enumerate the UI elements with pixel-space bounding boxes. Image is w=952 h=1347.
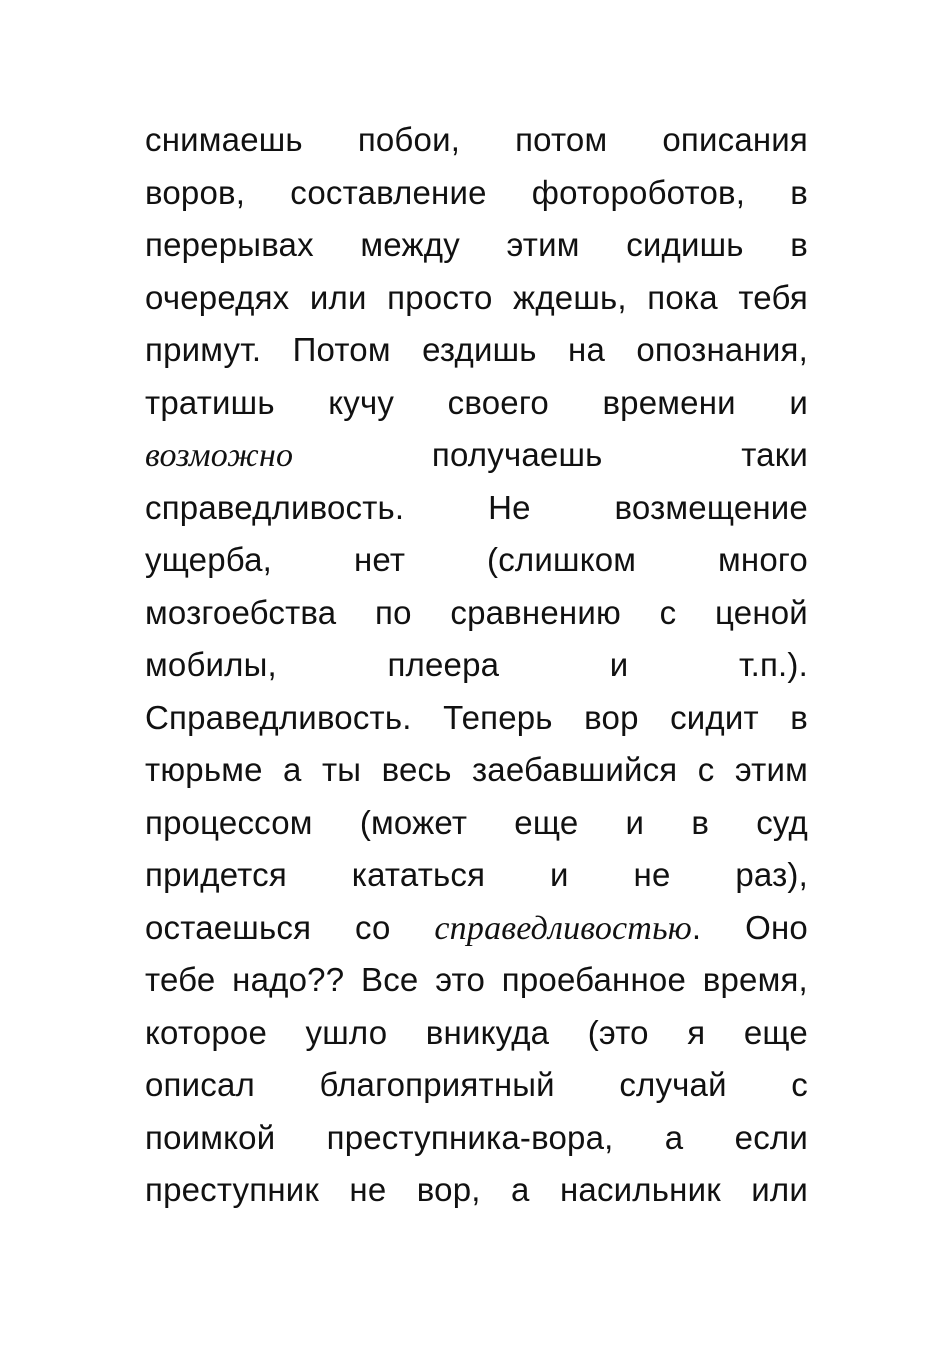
italic-word: справедливостью [434,909,692,947]
text-line [145,167,808,220]
word: благоприятный [319,1066,555,1103]
word: в [790,173,808,211]
word: и [789,383,808,421]
word: раз), [735,856,808,893]
word: перерывах [145,226,314,263]
word: фотороботов, [531,173,746,211]
word: и [550,856,569,893]
word: остаешься [145,908,312,946]
word: преступника-вора, [326,1118,614,1156]
word: насильник [559,1171,721,1208]
word: кучу [328,383,395,421]
word: Оно [745,908,808,946]
word: ждешь, [513,278,627,316]
word: еще [743,1013,808,1051]
word: нет [353,541,406,578]
word: (это [587,1013,649,1051]
word: преступник [145,1171,320,1208]
word: я [687,1013,706,1051]
word: и [609,646,629,683]
word: этим [506,226,580,263]
word: очередях [145,278,290,316]
word: побои, [357,121,461,158]
word: составление [290,173,487,211]
text-line [145,272,808,325]
word: или [309,278,367,316]
word: таки [741,436,808,473]
word: вор [584,698,639,736]
word: или [751,1171,808,1208]
word: просто [387,278,493,316]
word: (слишком [487,541,637,578]
word: придется [145,856,287,893]
word: этим [734,751,808,788]
text-line [145,1007,808,1060]
word: Справедливость. [145,698,412,736]
word: вникуда [425,1013,550,1051]
word: с [659,593,677,631]
word: опознания, [636,331,808,368]
word: ценой [715,593,808,631]
text-line [145,587,808,640]
word: вор, [416,1171,481,1208]
word: сидишь [626,226,744,263]
word: это [435,961,486,998]
word: время, [702,961,808,998]
word: т.п.). [738,646,808,683]
word: примут. [145,331,262,368]
word: если [734,1118,808,1156]
word: а [511,1171,530,1208]
word: а [283,751,302,788]
word: получаешь [431,436,603,473]
text-line [145,1112,808,1165]
word: своего [447,383,549,421]
word: тратишь [145,383,275,421]
text-line [145,482,808,535]
word: еще [514,803,579,841]
word: между [360,226,460,263]
word: тюрьме [145,751,263,788]
word: в [790,226,808,263]
text-line [145,219,808,272]
word: с [697,751,715,788]
word: не [349,1171,387,1208]
word: на [568,331,605,368]
word: с [791,1066,808,1103]
word: не [633,856,671,893]
word: а [664,1118,684,1156]
word: проебанное [501,961,687,998]
word: пока [647,278,718,316]
word: в [790,698,808,736]
punctuation: . [691,908,702,946]
word: надо?? [232,961,345,998]
word: много [718,541,808,578]
word: возмещение [614,488,808,526]
word: Все [361,961,419,998]
text-line [145,377,808,430]
word: случай [619,1066,727,1103]
word: сидит [670,698,759,736]
word: (может [359,803,468,841]
word: Потом [292,331,391,368]
word: по [375,593,412,631]
word: кататься [351,856,486,893]
text-line [145,797,808,850]
word: в [691,803,710,841]
word: тебя [738,278,808,316]
text-line [145,534,808,587]
word: потом [515,121,608,158]
word: Теперь [443,698,553,736]
text-line [145,429,808,482]
word: описания [662,121,808,158]
word: которое [145,1013,267,1051]
word: ущерба, [145,541,273,578]
text-line [145,849,808,902]
word: плеера [387,646,500,683]
text-line [145,1164,808,1217]
body-text [145,114,808,1217]
text-line [145,954,808,1007]
word [145,429,293,483]
word: снимаешь [145,121,303,158]
word: весь [381,751,452,788]
word: мобилы, [145,646,277,683]
word: процессом [145,803,313,841]
text-line [145,902,808,955]
word: сравнению [450,593,621,631]
word: описал [145,1066,255,1103]
text-line [145,324,808,377]
word: Не [488,488,531,526]
word: времени [602,383,736,421]
word: мозгоебства [145,593,337,631]
text-line [145,744,808,797]
word: тебе [145,961,216,998]
word: воров, [145,173,246,211]
text-line [145,114,808,167]
word: ушло [305,1013,388,1051]
text-line [145,639,808,692]
word: со [354,908,391,946]
word: и [625,803,645,841]
word [434,902,701,956]
word: ездишь [422,331,537,368]
word: поимкой [145,1118,276,1156]
word: ты [321,751,362,788]
word: суд [756,803,808,841]
word: справедливость. [145,488,405,526]
text-line [145,692,808,745]
text-line [145,1059,808,1112]
italic-word: возможно [145,437,294,474]
word: заебавшийся [471,751,678,788]
